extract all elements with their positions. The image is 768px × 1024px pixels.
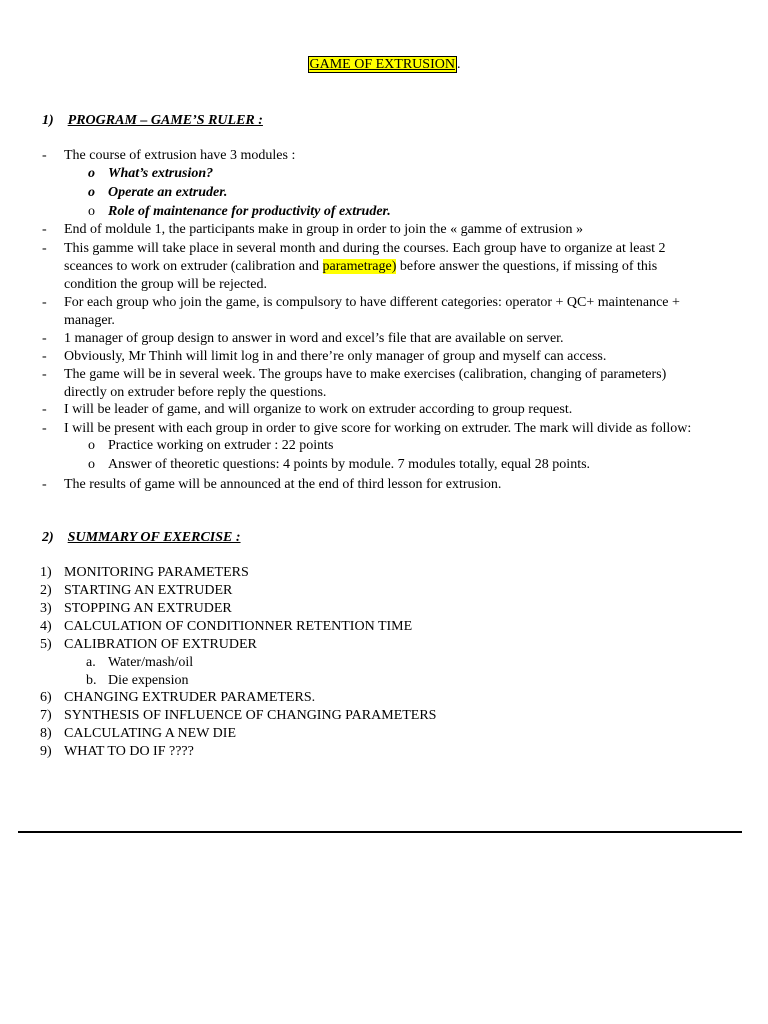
- list-item-continuation: sceances to work on extruder (calibration and parametrage) before answer the questions, if missing of this: [64, 259, 658, 274]
- section-2-heading: 2) SUMMARY OF EXERCISE :: [42, 530, 241, 545]
- list-item-continuation: manager.: [64, 313, 115, 328]
- horizontal-divider: [18, 831, 742, 833]
- highlighted-word: parametrage): [322, 259, 397, 274]
- section-1-heading: 1) PROGRAM – GAME’S RULER :: [42, 113, 263, 128]
- document-page: GAME OF EXTRUSION . 1) PROGRAM – GAME’S RULER : - The course of extrusion have 3 modules : o What’s extrusion? o Operate an extruder. o Role of maintenance for productivity of extruder. - End of moldule 1, the participants make in group in order to join the « gamme of extrusion » - This gamme will take place in several month and during the courses. Each group have to organize at least 2 sceances to work on extruder (calibration and parametrage) before answer the questions, if missing of this condition the group will be rejected. - For each group who join the game, is compulsory to have different categories: operator + QC+ maintenance + manager. - 1 manager of group design to answer in word and excel’s file that are available on server. - Obviously, Mr Thinh will limit log in and there’re only manager of group and myself can access. - The game will be in several week. The groups have to make exercises (calibration, changing of parameters) directly on extruder before reply the questions. - I will be leader of game, and will organize to work on extruder according to group request. - I will be present with each group in order to give score for working on extruder. The mark will divide as follow: o Practice working on extruder : 22 points o Answer of theoretic questions: 4 points by module. 7 modules totally, equal 28 points. - The results of game will be announced at the end of third lesson for extrusion. 2) SUMMARY OF EXERCISE : 1) MONITORING PARAMETERS 2) STARTING AN EXTRUDER 3) STOPPING AN EXTRUDER 4) CALCULATION OF CONDITIONNER RETENTION TIME 5) CALIBRATION OF EXTRUDER a. Water/mash/oil b. Die expension 6) CHANGING EXTRUDER PARAMETERS. 7) SYNTHESIS OF INFLUENCE OF CHANGING PARAMETERS 8) CALCULATING A NEW DIE 9) WHAT TO DO IF ????: [0, 0, 768, 1024]
- list-item-continuation: directly on extruder before reply the questions.: [64, 385, 327, 400]
- document-title: GAME OF EXTRUSION .: [309, 57, 461, 72]
- list-item-continuation: condition the group will be rejected.: [64, 277, 267, 292]
- title-highlight: GAME OF EXTRUSION: [309, 57, 455, 72]
